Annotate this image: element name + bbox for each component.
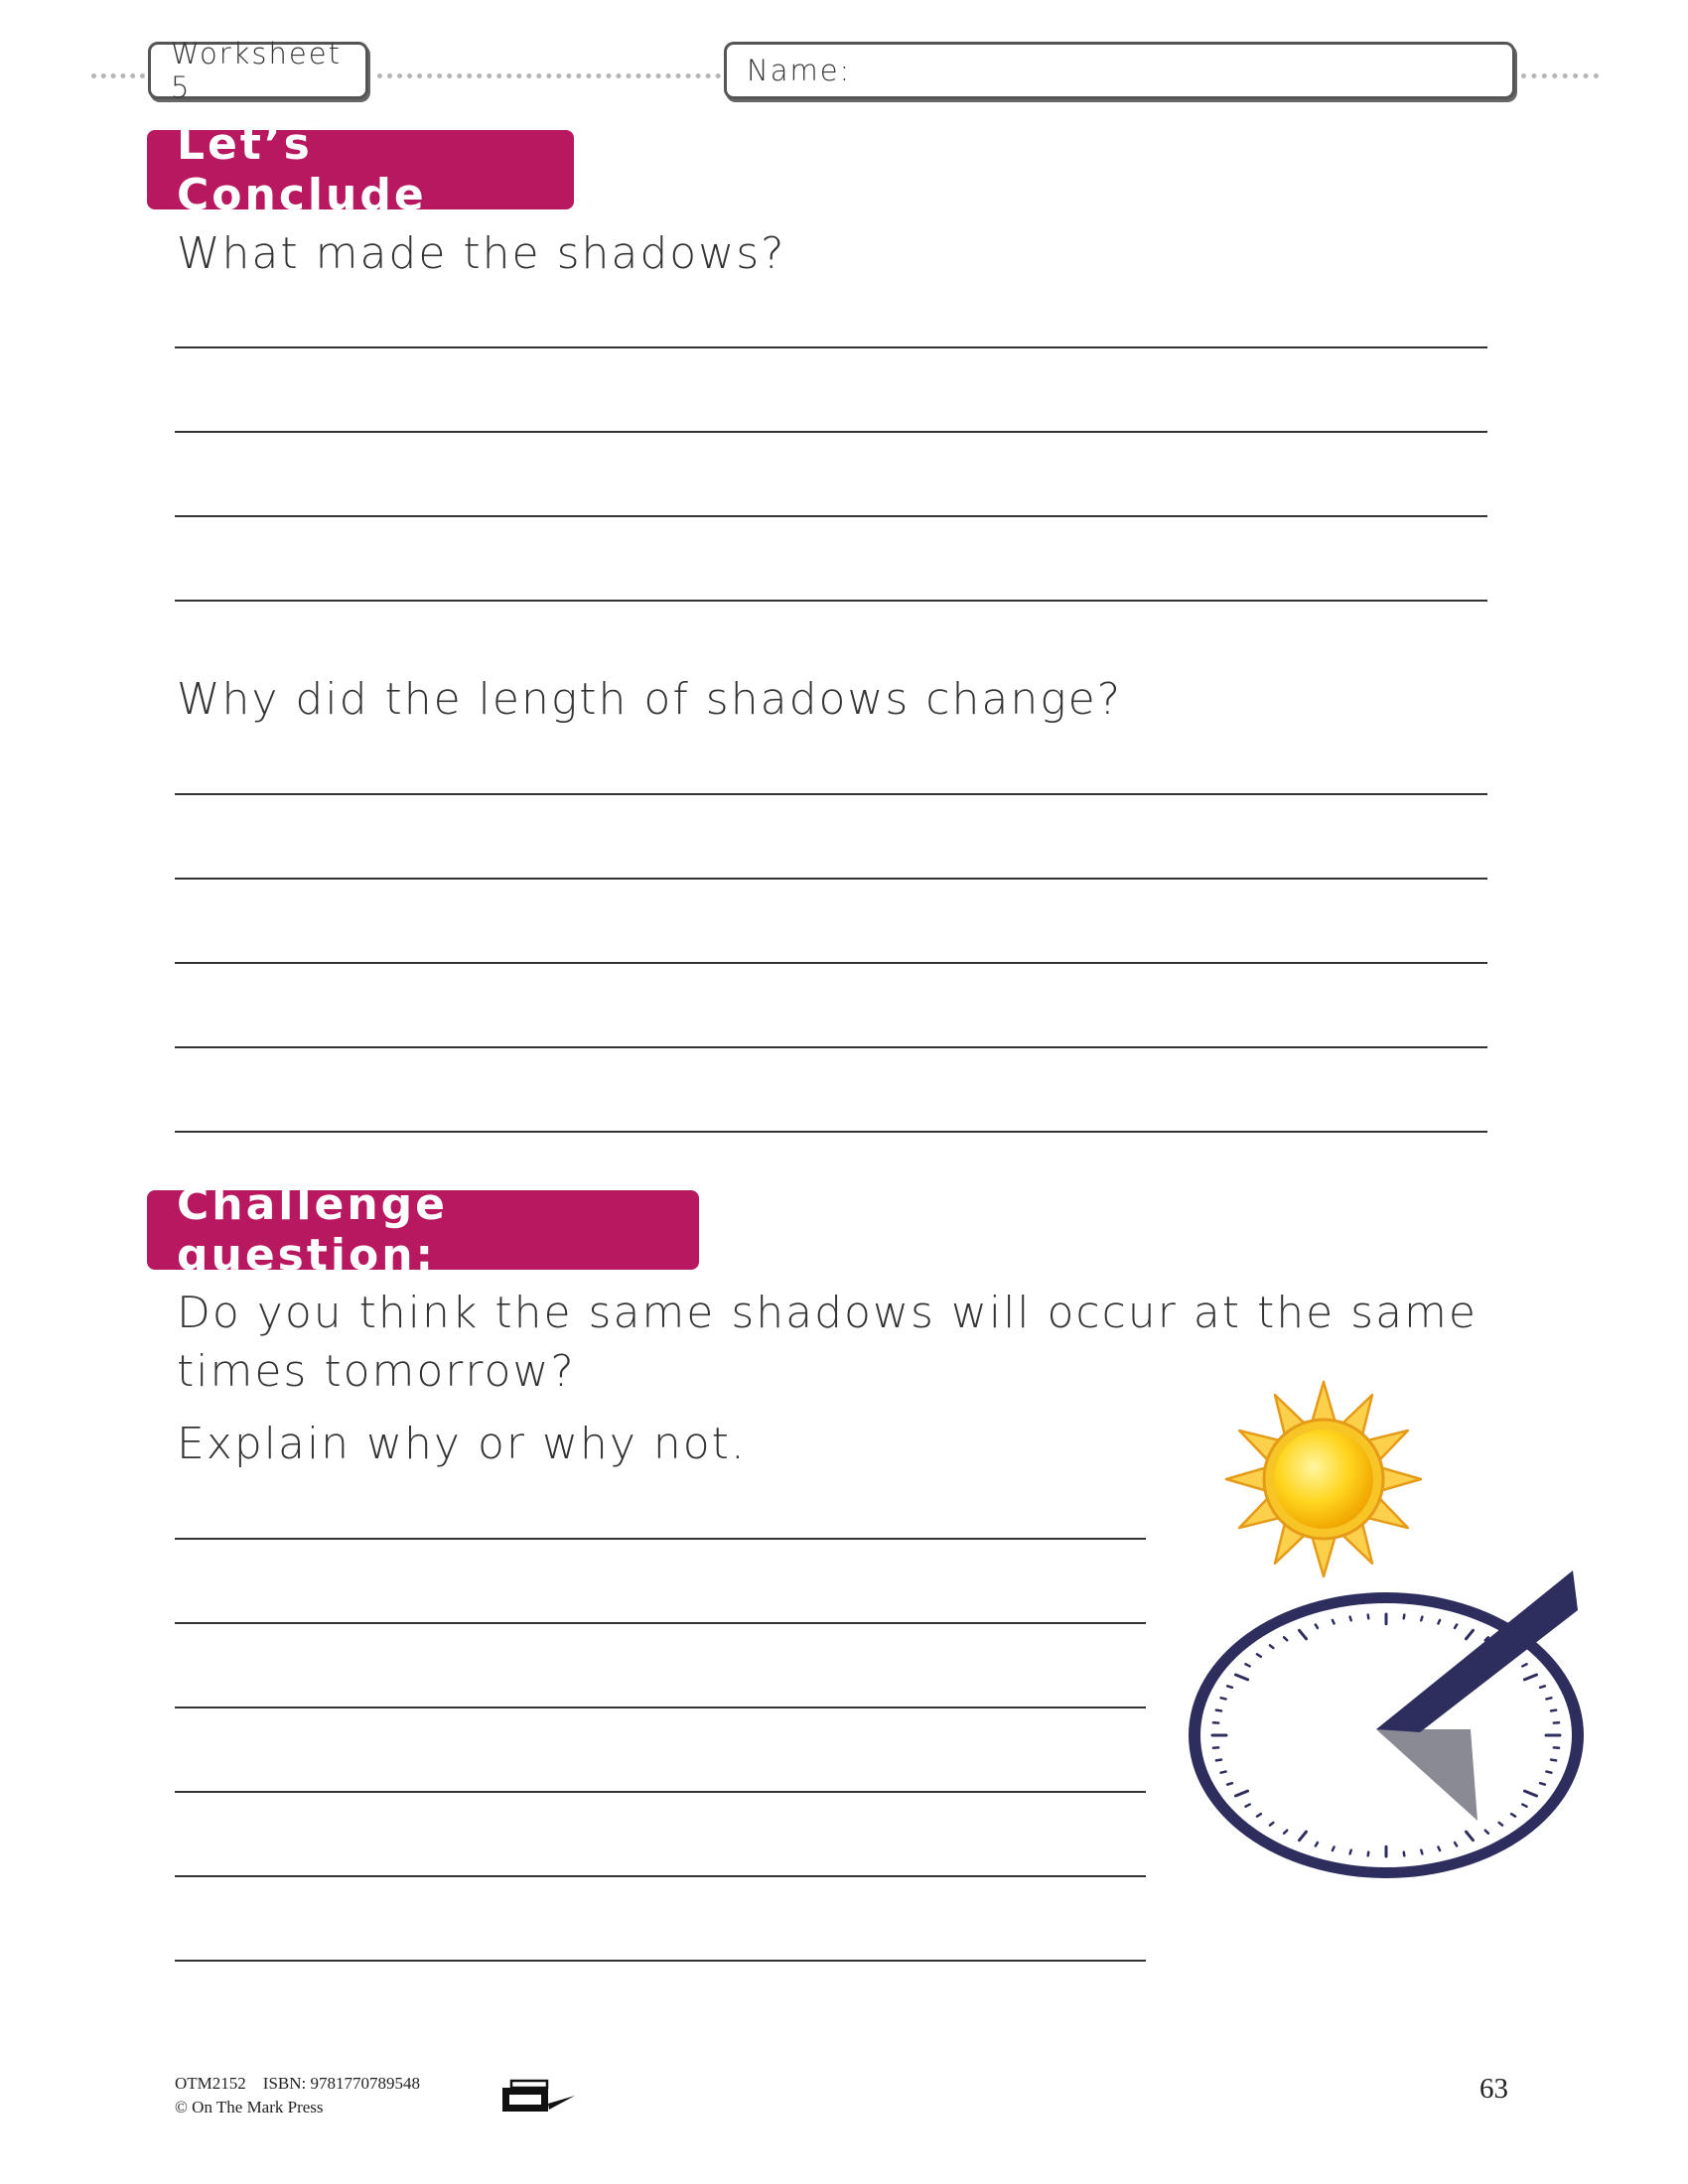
sundial-tick [1368, 1615, 1369, 1619]
answer-line[interactable] [175, 793, 1487, 795]
lets-conclude-title: Let’s Conclude [177, 119, 427, 220]
answer-line[interactable] [175, 1538, 1146, 1540]
answer-line[interactable] [175, 1131, 1487, 1133]
sundial-tick [1333, 1847, 1335, 1850]
sundial-tick [1540, 1783, 1545, 1784]
worksheet-label-text: Worksheet 5 [171, 37, 342, 104]
publisher-logo-icon [499, 2078, 579, 2117]
sundial-tick [1221, 1772, 1226, 1773]
answer-line[interactable] [175, 962, 1487, 964]
sundial-tick [1227, 1783, 1232, 1784]
sundial-tick [1350, 1850, 1351, 1854]
sundial-tick [1540, 1686, 1545, 1687]
challenge-question-line1: Do you think the same shadows will occur at the same [177, 1288, 1477, 1338]
footer-publisher: © On The Mark Press [175, 2098, 324, 2116]
header-dots-middle [377, 73, 721, 78]
answer-line[interactable] [175, 1622, 1146, 1624]
sundial-tick [1551, 1760, 1556, 1761]
sundial-tick [1333, 1620, 1335, 1623]
sundial-tick [1438, 1620, 1440, 1623]
answer-line[interactable] [175, 1875, 1146, 1877]
sundial-tick [1368, 1852, 1369, 1856]
question-what-made-shadows: What made the shadows? [177, 228, 786, 279]
challenge-question-banner [147, 1179, 699, 1281]
answer-line[interactable] [175, 431, 1487, 433]
worksheet-label [148, 37, 368, 104]
sundial-tick [1350, 1617, 1351, 1621]
question-explain: Explain why or why not. [177, 1419, 747, 1469]
sundial-tick [1404, 1852, 1405, 1856]
sundial-tick [1438, 1847, 1440, 1850]
sundial-tick [1221, 1698, 1226, 1699]
header-dots-right [1521, 73, 1599, 78]
sundial-tick [1227, 1686, 1232, 1687]
sun-icon [1219, 1375, 1428, 1583]
sundial-tick [1421, 1850, 1422, 1854]
lets-conclude-banner [147, 119, 574, 220]
challenge-question-line2: times tomorrow? [177, 1346, 576, 1397]
page-number: 63 [1479, 2073, 1508, 2105]
sundial-tick [1546, 1698, 1551, 1699]
question-why-length-changed: Why did the length of shadows change? [177, 674, 1123, 725]
answer-line[interactable] [175, 1960, 1146, 1962]
challenge-question-title: Challenge question: [177, 1179, 448, 1281]
name-field[interactable] [724, 42, 1515, 99]
sundial-tick [1404, 1615, 1405, 1619]
answer-line[interactable] [175, 600, 1487, 602]
answer-line[interactable] [175, 515, 1487, 517]
sundial-tick [1551, 1710, 1556, 1711]
answer-line[interactable] [175, 878, 1487, 880]
answer-line[interactable] [175, 1791, 1146, 1793]
sundial-tick [1216, 1710, 1221, 1711]
sundial-tick [1216, 1760, 1221, 1761]
answer-line[interactable] [175, 1046, 1487, 1048]
answer-line[interactable] [175, 1706, 1146, 1708]
name-label: Name: [747, 54, 852, 87]
answer-line[interactable] [175, 346, 1487, 348]
footer-code-isbn: OTM2152 ISBN: 9781770789548 [175, 2074, 420, 2093]
sundial-tick [1421, 1617, 1422, 1621]
sundial-tick [1546, 1772, 1551, 1773]
header-dots-left [91, 73, 145, 78]
sundial-icon [1178, 1559, 1595, 1886]
